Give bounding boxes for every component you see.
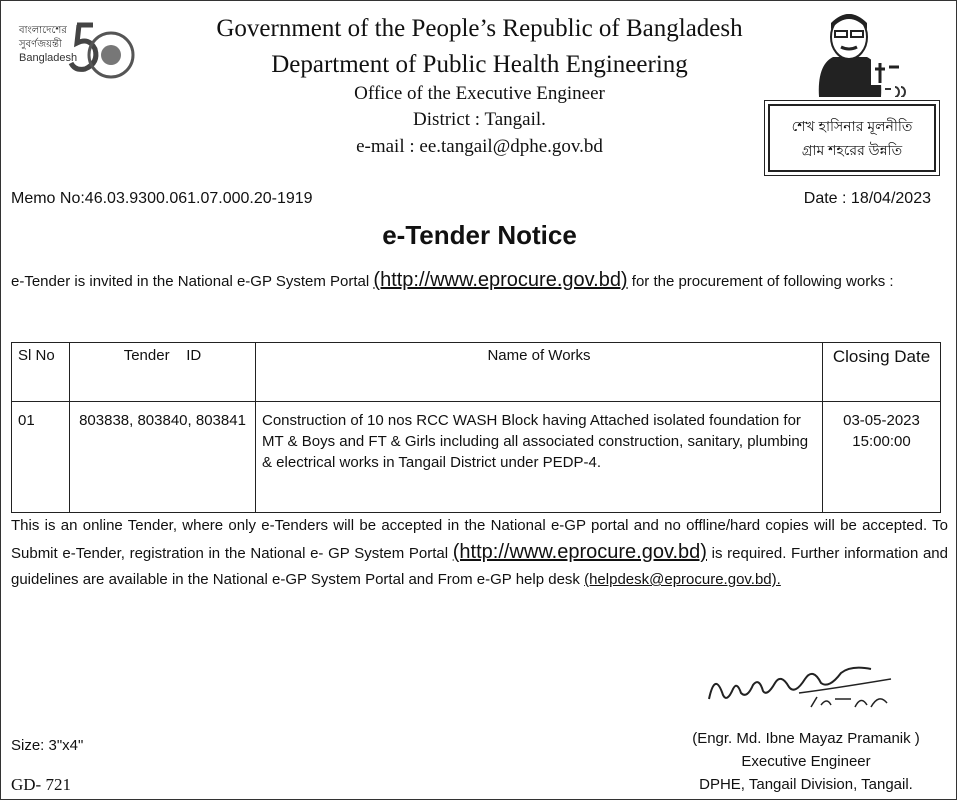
header-line-email: e-mail : ee.tangail@dphe.gov.bd — [356, 136, 603, 157]
closing-date: 03-05-2023 — [843, 412, 920, 429]
helpdesk-email-link[interactable]: (helpdesk@eprocure.gov.bd). — [584, 571, 781, 588]
notice-date: Date : 18/04/2023 — [803, 190, 931, 207]
instructions-paragraph — [11, 513, 948, 593]
slogan-line-2: গ্রাম শহরের উন্নতি — [801, 142, 903, 158]
logo-text-1: বাংলাদেশের — [19, 25, 67, 36]
closing-time: 15:00:00 — [852, 433, 911, 450]
logo-text-3: Bangladesh — [19, 52, 78, 64]
signatory-office: DPHE, Tangail Division, Tangail. — [699, 776, 913, 793]
eprocure-link-2[interactable]: (http://www.eprocure.gov.bd) — [452, 541, 707, 563]
header-name-of-works: Name of Works — [256, 343, 823, 402]
memo-number: Memo No:46.03.9300.061.07.000.20-1919 — [11, 190, 313, 207]
ad-size: Size: 3"x4" — [11, 737, 84, 754]
signatory-designation: Executive Engineer — [741, 753, 871, 770]
header-sl-no: Sl No — [12, 343, 70, 402]
header-line-district: District : Tangail. — [413, 109, 546, 130]
table-row — [12, 402, 941, 513]
instructions-text-1: This is an online Tender, where only e-Tenders will be accepted in the National e-GP portal and no offline/hard copies will be accepted. To Submit e-Tender, registration in the National e- GP System Portal — [11, 517, 948, 562]
row-closing-datetime — [823, 402, 941, 513]
slogan-line-1: শেখ হাসিনার মূলনীতি — [791, 118, 913, 134]
signatory-block — [676, 727, 936, 796]
row-name-of-works: Construction of 10 nos RCC WASH Block having Attached isolated foundation for MT & Boys and FT & Girls including all associated construction, sanitary, plumbing & electrical works in Tangail District under PEDP-4. — [256, 402, 823, 513]
eprocure-link[interactable]: (http://www.eprocure.gov.bd) — [373, 269, 628, 291]
intro-text-1: e-Tender is invited in the National e-GP System Portal — [11, 273, 374, 290]
table-header-row — [12, 343, 941, 402]
header-tender-id: Tender ID — [70, 343, 256, 402]
intro-text-2: for the procurement of following works : — [627, 273, 894, 290]
row-sl-no: 01 — [12, 402, 70, 513]
slogan-box — [764, 100, 940, 176]
intro-paragraph — [11, 269, 946, 293]
mujib-100-portrait-logo — [789, 7, 909, 97]
header-line-govt: Government of the People’s Republic of Bangladesh — [216, 15, 743, 42]
row-tender-ids: 803838, 803840, 803841 — [70, 402, 256, 513]
logo-text-2: সুবর্ণজয়ন্তী — [19, 39, 62, 50]
signature-image — [701, 659, 901, 719]
header-line-department: Department of Public Health Engineering — [271, 51, 688, 78]
signatory-name: (Engr. Md. Ibne Mayaz Pramanik ) — [692, 730, 920, 747]
header-line-office: Office of the Executive Engineer — [354, 83, 605, 104]
header-closing-date: Closing Date — [823, 343, 941, 402]
tender-table — [11, 342, 941, 513]
instructions-text-2: is required. Further information and guidelines are available in the National e-GP System Portal and From e-GP help desk — [11, 545, 948, 588]
gd-number: GD- 721 — [11, 775, 71, 794]
notice-title: e-Tender Notice — [382, 220, 577, 250]
